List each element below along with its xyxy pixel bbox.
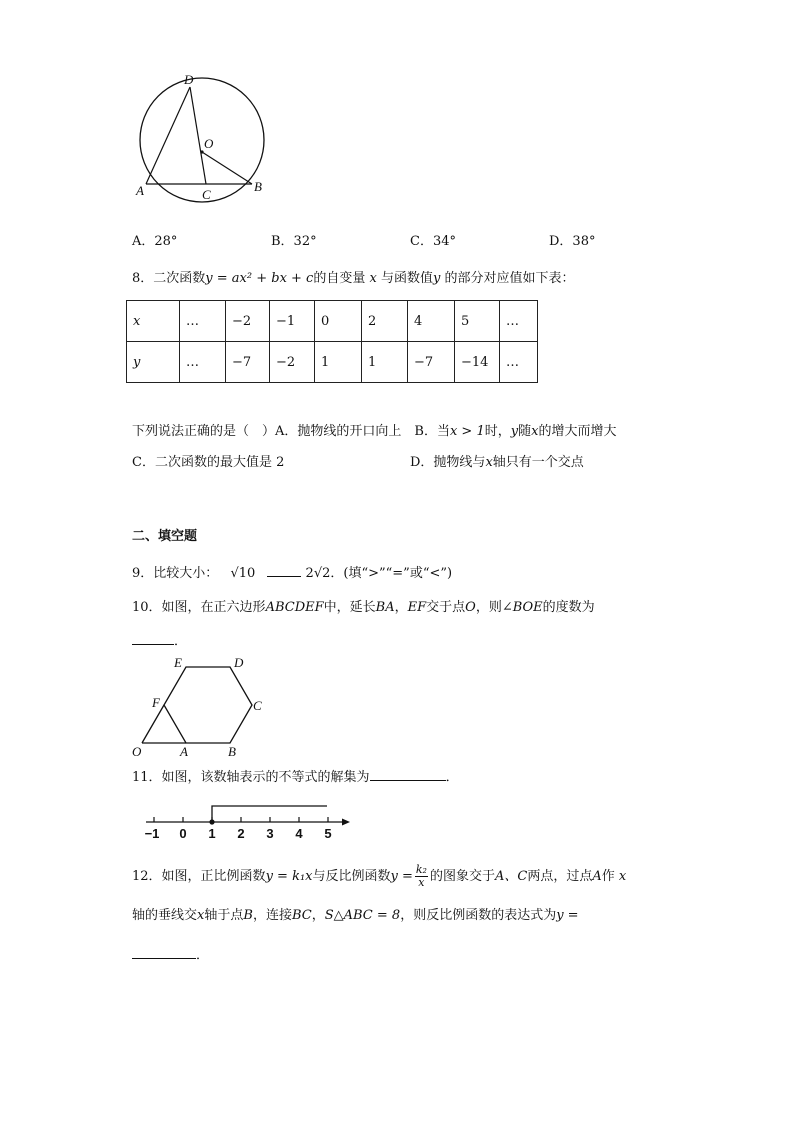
q10-number: 10． bbox=[132, 600, 162, 615]
q12-line2-mid1: 轴于点 bbox=[204, 908, 244, 923]
tick-label: 0 bbox=[179, 826, 187, 841]
q8-prompt bbox=[132, 269, 575, 289]
q12-text3: 的图象交于 bbox=[429, 869, 495, 884]
label-o: O bbox=[132, 744, 142, 759]
q12-end: ． bbox=[196, 948, 210, 963]
table-row-x bbox=[127, 301, 538, 342]
label-d: D bbox=[184, 72, 194, 87]
q12-points: A、C bbox=[494, 869, 528, 884]
q10-hexagon-name: ABCDEF bbox=[265, 600, 324, 615]
table-cell: −14 bbox=[455, 342, 500, 383]
q10-answer-blank[interactable] bbox=[132, 630, 174, 645]
q11-tail: ． bbox=[445, 770, 459, 785]
q8-statement-cond: x > 1 bbox=[449, 424, 485, 439]
table-cell: … bbox=[180, 301, 226, 342]
q9-right-value: 2√2 bbox=[305, 566, 331, 581]
q8-option-c[interactable]: C．二次函数的最大值是 2 bbox=[132, 455, 285, 470]
q11-line bbox=[132, 766, 459, 788]
label-a: A bbox=[180, 744, 188, 759]
q7-option-c[interactable]: C．34° bbox=[410, 234, 456, 249]
q9-answer-blank[interactable] bbox=[267, 562, 301, 577]
q10-blank-tail: ． bbox=[174, 634, 188, 649]
q12-seg-bc: BC bbox=[291, 908, 312, 923]
q10-text-mid1: 中，延长 bbox=[323, 600, 376, 615]
label-d: D bbox=[234, 655, 244, 670]
q12-x2: x bbox=[197, 908, 205, 923]
tick-label: 1 bbox=[208, 826, 216, 841]
q12-line2-mid2: ，连接 bbox=[252, 908, 292, 923]
q8-statement-y: y bbox=[510, 424, 519, 439]
table-cell: −2 bbox=[270, 342, 315, 383]
q11-number: 11． bbox=[132, 770, 162, 785]
table-cell: 4 bbox=[408, 301, 455, 342]
q12-fraction-numerator: k₂ bbox=[415, 863, 427, 876]
label-b: B bbox=[254, 179, 262, 194]
q12-eq1: y = k₁x bbox=[265, 869, 313, 884]
q12-text4: 两点，过点 bbox=[527, 869, 593, 884]
table-cell: −2 bbox=[226, 301, 270, 342]
q12-point-b: B bbox=[243, 908, 253, 923]
q12-area: S△ABC = 8 bbox=[324, 908, 401, 923]
q8-number: 8． bbox=[132, 271, 154, 286]
table-cell: −7 bbox=[408, 342, 455, 383]
q10-seg2: EF bbox=[407, 600, 427, 615]
tick-label: 4 bbox=[295, 826, 303, 841]
q9-number: 9． bbox=[132, 566, 154, 581]
label-f: F bbox=[152, 695, 160, 710]
q7-option-a[interactable]: A．28° bbox=[132, 234, 178, 249]
q7-option-d[interactable]: D．38° bbox=[549, 234, 596, 249]
q12-text2: 与反比例函数 bbox=[312, 869, 391, 884]
q10-line bbox=[132, 598, 595, 618]
label-c: C bbox=[253, 698, 262, 713]
label-a: A bbox=[136, 183, 144, 198]
q12-line-1 bbox=[132, 864, 626, 889]
label-o: O bbox=[204, 136, 214, 151]
q8-option-d-prefix: D．抛物线与 bbox=[410, 455, 486, 470]
q8-prompt-prefix: 二次函数 bbox=[153, 271, 206, 286]
q10-sep: ， bbox=[394, 600, 408, 615]
q10-seg1: BA bbox=[375, 600, 395, 615]
q8-statement-end: 的增大而增大 bbox=[538, 424, 617, 439]
q12-blank-line bbox=[132, 944, 209, 966]
q9-left-value: √10 bbox=[230, 566, 256, 581]
q12-fraction bbox=[415, 864, 428, 889]
q8-value-table bbox=[126, 300, 538, 383]
table-cell: … bbox=[500, 301, 538, 342]
tick-label: 5 bbox=[324, 826, 332, 841]
q10-angle: ∠BOE bbox=[501, 600, 543, 615]
q9-line bbox=[132, 562, 452, 584]
label-e: E bbox=[174, 655, 182, 670]
label-b: B bbox=[228, 744, 236, 759]
q8-statement-x: x bbox=[531, 424, 539, 439]
axis-ticks bbox=[154, 817, 328, 822]
q8-var-y: y bbox=[433, 271, 441, 286]
q12-line2-mid3: ， bbox=[311, 908, 325, 923]
q8-option-d-suffix: 轴只有一个交点 bbox=[492, 455, 584, 470]
q8-option-d[interactable] bbox=[410, 453, 584, 473]
q8-prompt-suffix: 的部分对应值如下表： bbox=[444, 271, 575, 286]
q12-x1: x bbox=[618, 869, 627, 884]
q10-text-prefix: 如图，在正六边形 bbox=[161, 600, 266, 615]
q12-line-2 bbox=[132, 906, 579, 926]
label-c: C bbox=[202, 187, 211, 202]
q12-eq2-lhs: y = bbox=[390, 869, 413, 884]
q12-point-a: A bbox=[592, 869, 602, 884]
q12-line2-prefix: 轴的垂线交 bbox=[132, 908, 198, 923]
q11-text: 如图，该数轴表示的不等式的解集为 bbox=[161, 770, 370, 785]
table-cell: 1 bbox=[315, 342, 362, 383]
hexagon-abcdef bbox=[164, 667, 252, 743]
q8-statement-lead: 下列说法正确的是（ ）A．抛物线的开口向上 B．当 bbox=[132, 424, 450, 439]
q10-point: O bbox=[465, 600, 476, 615]
q12-y-eq: y = bbox=[556, 908, 579, 923]
table-cell: 0 bbox=[315, 301, 362, 342]
q12-text5: 作 bbox=[601, 869, 615, 884]
q12-text1: 如图，正比例函数 bbox=[161, 869, 266, 884]
q8-statement-line bbox=[132, 422, 616, 442]
extension-ef bbox=[142, 705, 164, 743]
q12-answer-blank[interactable] bbox=[132, 944, 196, 959]
q7-circle-figure bbox=[128, 72, 278, 217]
q12-number: 12． bbox=[132, 869, 162, 884]
q11-answer-blank[interactable] bbox=[370, 766, 446, 781]
solution-point bbox=[209, 819, 214, 824]
q9-text: 比较大小： bbox=[153, 566, 219, 581]
q7-option-b[interactable]: B．32° bbox=[271, 234, 317, 249]
table-header-y: y bbox=[127, 342, 180, 383]
table-row-y bbox=[127, 342, 538, 383]
q8-prompt-mid2: 与函数值 bbox=[380, 271, 433, 286]
q9-tail: ．(填“>”“=”或“<”) bbox=[330, 566, 453, 581]
segment-ob bbox=[202, 152, 252, 184]
q12-fraction-denominator: x bbox=[418, 876, 425, 889]
table-cell: … bbox=[500, 342, 538, 383]
q8-option-d-x: x bbox=[485, 455, 493, 470]
q8-statement-mid: 随 bbox=[518, 424, 532, 439]
table-cell: 5 bbox=[455, 301, 500, 342]
table-cell: −7 bbox=[226, 342, 270, 383]
tick-label: −1 bbox=[144, 826, 160, 841]
table-cell: −1 bbox=[270, 301, 315, 342]
table-header-x: x bbox=[127, 301, 180, 342]
table-cell: 1 bbox=[362, 342, 408, 383]
tick-label: 2 bbox=[237, 826, 245, 841]
q12-line2-suffix: ，则反比例函数的表达式为 bbox=[400, 908, 557, 923]
q8-prompt-mid1: 的自变量 bbox=[313, 271, 366, 286]
q11-number-line bbox=[140, 798, 355, 844]
axis-arrow-icon bbox=[342, 819, 350, 826]
q8-var-x: x bbox=[369, 271, 377, 286]
table-cell: 2 bbox=[362, 301, 408, 342]
q10-text-mid3: ，则 bbox=[475, 600, 502, 615]
circle-o bbox=[140, 78, 264, 202]
q10-blank-line bbox=[132, 630, 187, 652]
q10-text-suffix: 的度数为 bbox=[542, 600, 595, 615]
q8-statement-cond-tail: 时， bbox=[484, 424, 511, 439]
section-title: 二、填空题 bbox=[132, 529, 198, 544]
q10-text-mid2: 交于点 bbox=[426, 600, 466, 615]
table-cell: … bbox=[180, 342, 226, 383]
q10-hexagon-figure bbox=[128, 654, 273, 759]
tick-label: 3 bbox=[266, 826, 274, 841]
q8-equation: y = ax² + bx + c bbox=[205, 271, 314, 286]
